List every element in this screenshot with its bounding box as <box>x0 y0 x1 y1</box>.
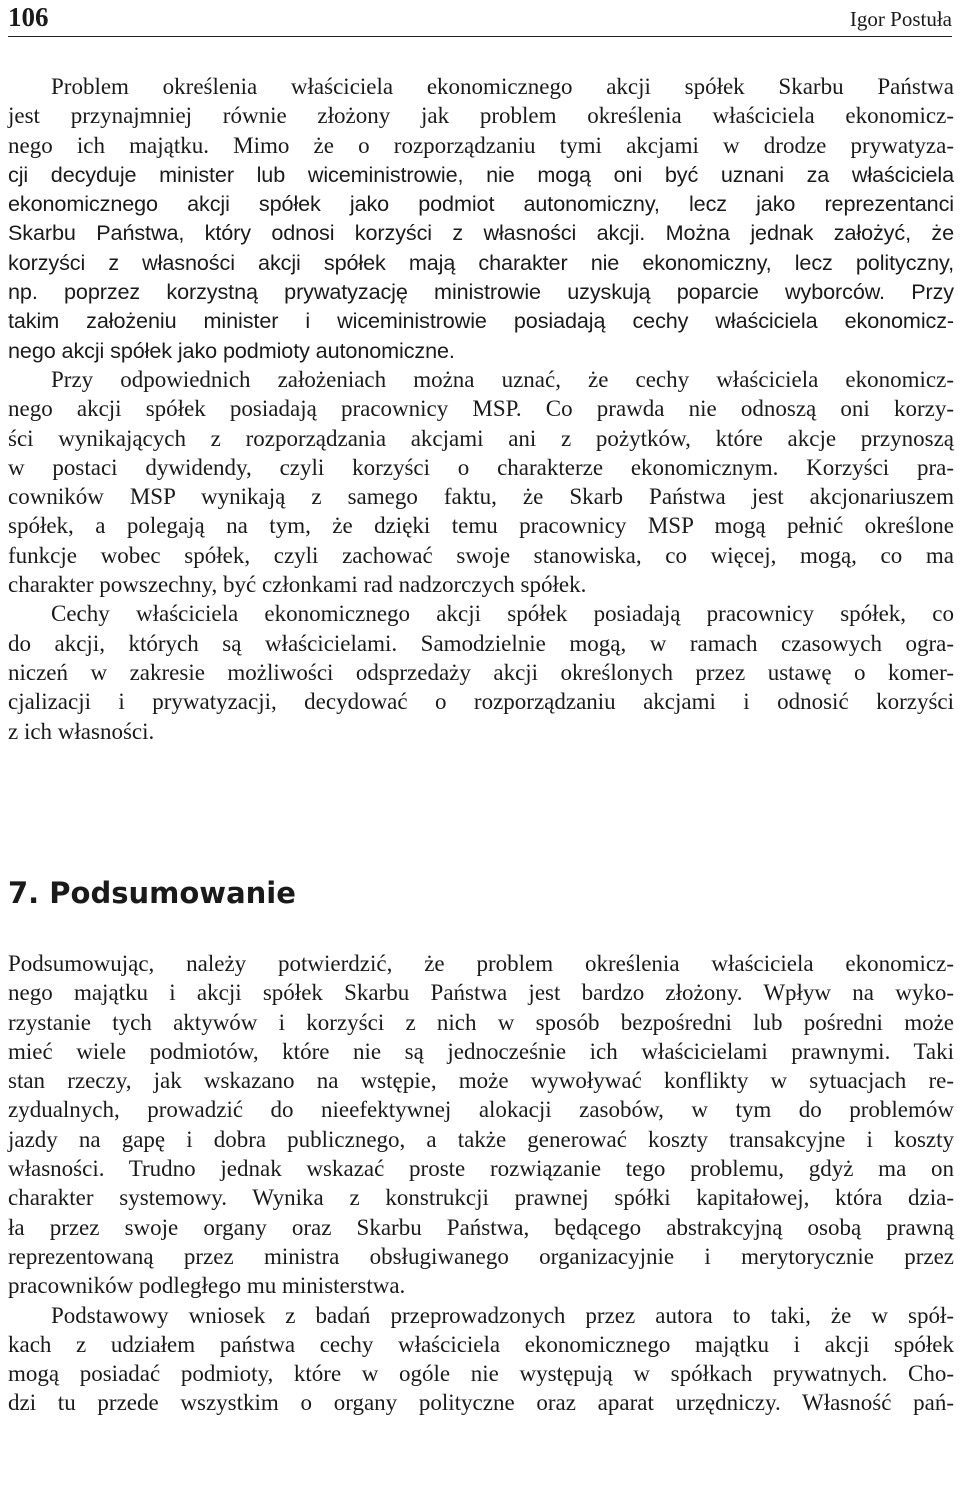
text-line: nego akcji spółek jako podmioty autonomiczne. <box>8 337 455 363</box>
text-line: stan rzeczy, jak wskazano na wstępie, może wywoływać konflikty w sytuacjach re- <box>8 1068 954 1094</box>
text-line: Skarbu Państwa, który odnosi korzyści z własności akcji. Można jednak założyć, że <box>8 220 954 246</box>
text-line: nego ich majątku. Mimo że o rozporządzaniu tymi akcjami w drodze prywatyza- <box>8 132 954 158</box>
text-line: mogą posiadać podmioty, które w ogóle nie występują w spółkach prywatnych. Cho- <box>8 1361 954 1387</box>
text-line: korzyści z własności akcji spółek mają charakter nie ekonomiczny, lecz polityczny, <box>8 249 954 275</box>
text-line: cowników MSP wynikają z samego faktu, że Skarb Państwa jest akcjonariuszem <box>8 484 954 510</box>
text-line: cjalizacji i prywatyzacji, decydować o rozporządzaniu akcjami i odnosić korzyści <box>8 689 954 715</box>
text-line: ści wynikających z rozporządzania akcjami ani z pożytków, które akcje przynoszą <box>8 425 954 451</box>
text-line: jazdy na gapę i dobra publicznego, a także generować koszty transakcyjne i koszty <box>8 1126 954 1152</box>
text-line: Podstawowy wniosek z badań przeprowadzonych przez autora to taki, że w spół- <box>51 1302 954 1328</box>
text-line: Podsumowując, należy potwierdzić, że problem określenia właściciela ekonomicz- <box>8 951 954 976</box>
text-line: spółek, a polegają na tym, że dzięki temu pracownicy MSP mogą pełnić określone <box>8 513 954 539</box>
page-number: 106 <box>8 2 49 32</box>
text-line: Cechy właściciela ekonomicznego akcji spółek posiadają pracownicy spółek, co <box>51 601 954 627</box>
text-line: Problem określenia właściciela ekonomicznego akcji spółek Skarbu Państwa <box>51 74 954 99</box>
text-line: do akcji, których są właścicielami. Samodzielnie mogą, w ramach czasowych ogra- <box>8 630 954 656</box>
body-text-section-1 <box>8 72 954 746</box>
body-text-section-2 <box>8 949 954 1418</box>
running-head-author: Igor Postuła <box>849 7 952 31</box>
text-line: ła przez swoje organy oraz Skarbu Państwa, będącego abstrakcyjną osobą prawną <box>8 1214 954 1240</box>
text-line: np. poprzez korzystną prywatyzację ministrowie uzyskują poparcie wyborców. Przy <box>8 279 954 305</box>
text-line: pracowników podległego mu ministerstwa. <box>8 1273 406 1299</box>
text-line: Przy odpowiednich założeniach można uznać, że cechy właściciela ekonomicz- <box>51 366 954 392</box>
section-heading: 7. Podsumowanie <box>8 876 296 910</box>
text-line: ekonomicznego akcji spółek jako podmiot autonomiczny, lecz jako reprezentanci <box>8 191 954 217</box>
text-line: takim założeniu minister i wiceministrowie posiadają cechy właściciela ekonomicz- <box>8 308 954 334</box>
text-line: charakter powszechny, być członkami rad nadzorczych spółek. <box>8 572 587 598</box>
text-line: kach z udziałem państwa cechy właściciela ekonomicznego majątku i akcji spółek <box>8 1331 954 1357</box>
text-line: charakter systemowy. Wynika z konstrukcji prawnej spółki kapitałowej, która dzia- <box>8 1185 954 1211</box>
text-line: w postaci dywidendy, czyli korzyści o charakterze ekonomicznym. Korzyści pra- <box>8 454 954 480</box>
text-line: nego akcji spółek posiadają pracownicy MSP. Co prawda nie odnoszą oni korzy- <box>8 396 954 422</box>
text-line: z ich własności. <box>8 718 155 744</box>
text-line: jest przynajmniej równie złożony jak problem określenia właściciela ekonomicz- <box>8 103 954 129</box>
text-line: niczeń w zakresie możliwości odsprzedaży akcji określonych przez ustawę o komer- <box>8 659 954 685</box>
text-line: dzi tu przede wszystkim o organy polityczne oraz aparat urzędniczy. Własność pań- <box>8 1390 954 1416</box>
page-header <box>8 0 952 37</box>
text-line: rzystanie tych aktywów i korzyści z nich w sposób bezpośredni lub pośredni może <box>8 1009 954 1035</box>
text-line: cji decyduje minister lub wiceministrowie, nie mogą oni być uznani za właściciela <box>8 161 954 187</box>
text-line: własności. Trudno jednak wskazać proste rozwiązanie tego problemu, gdyż ma on <box>8 1156 954 1182</box>
text-line: reprezentowaną przez ministra obsługiwanego organizacyjnie i merytorycznie przez <box>8 1243 954 1269</box>
text-line: zydualnych, prowadzić do nieefektywnej alokacji zasobów, w tym do problemów <box>8 1097 954 1123</box>
text-line: funkcje wobec spółek, czyli zachować swoje stanowiska, co więcej, mogą, co ma <box>8 542 954 568</box>
text-line: mieć wiele podmiotów, które nie są jednocześnie ich właścicielami prawnymi. Taki <box>8 1038 954 1064</box>
text-line: nego majątku i akcji spółek Skarbu Państwa jest bardzo złożony. Wpływ na wyko- <box>8 980 954 1006</box>
